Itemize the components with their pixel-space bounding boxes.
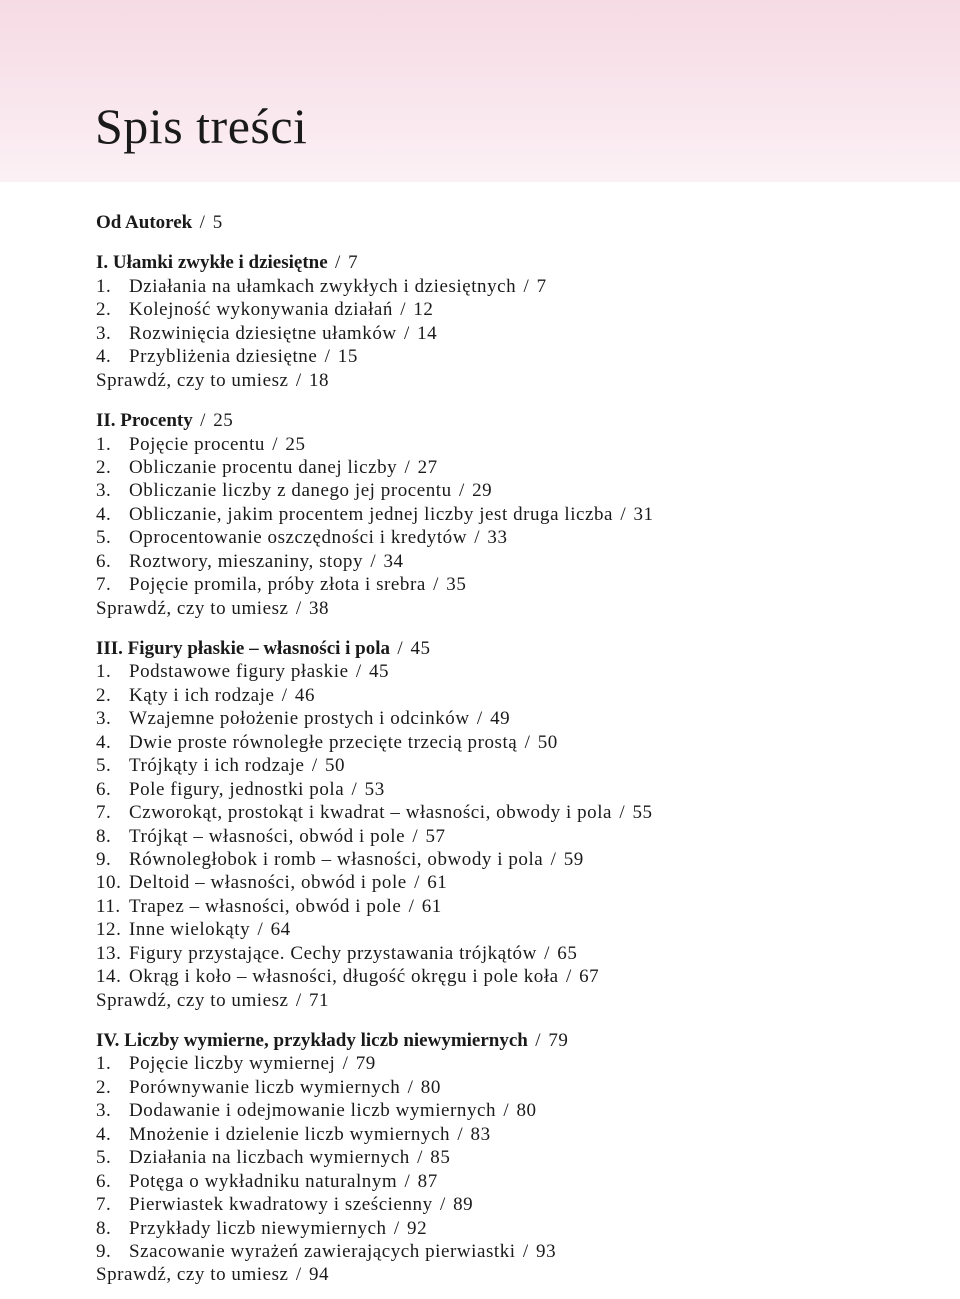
toc-item-title: Figury przystające. Cechy przystawania trójkątów xyxy=(129,942,537,964)
toc-item-title: Szacowanie wyrażeń zawierających pierwiastki xyxy=(129,1240,516,1262)
toc-item-number: 7. xyxy=(96,802,112,824)
toc-item[interactable]: 1. Pojęcie procentu / 25 xyxy=(96,433,306,455)
toc-item-page: 50 xyxy=(324,755,346,777)
toc-item-number: 2. xyxy=(96,299,112,321)
toc-entry-page: 25 xyxy=(213,410,234,432)
toc-item-number: 4. xyxy=(96,346,112,368)
toc-item[interactable]: 6. Pole figury, jednostki pola / 53 xyxy=(96,778,385,800)
toc-item[interactable]: 4. Obliczanie, jakim procentem jednej liczby jest druga liczba / 31 xyxy=(96,503,654,525)
toc-item[interactable]: 2. Kąty i ich rodzaje / 46 xyxy=(96,684,316,706)
toc-item-page: 25 xyxy=(285,433,306,455)
toc-item[interactable]: 12. Inne wielokąty / 64 xyxy=(96,919,291,941)
toc-item-title: Podstawowe figury płaskie xyxy=(129,661,349,683)
toc-item-number: 7. xyxy=(96,574,112,596)
toc-item-page: 80 xyxy=(516,1100,537,1122)
toc-item-number: 1. xyxy=(96,661,112,683)
toc-item[interactable]: 10. Deltoid – własności, obwód i pole / 61 xyxy=(96,872,448,894)
toc-item[interactable]: 2. Obliczanie procentu danej liczby / 27 xyxy=(96,456,438,478)
toc-item-page: 31 xyxy=(633,503,654,525)
toc-item-number: 6. xyxy=(96,778,112,800)
toc-item-title: Obliczanie liczby z danego jej procentu xyxy=(129,480,452,502)
toc-entry-page: 7 xyxy=(348,252,359,274)
toc-item-page: 7 xyxy=(536,275,547,297)
toc-item-title: Trapez – własności, obwód i pole xyxy=(129,895,402,917)
toc-item[interactable]: 8. Przykłady liczb niewymiernych / 92 xyxy=(96,1217,428,1239)
toc-item[interactable]: 4. Przybliżenia dziesiętne / 15 xyxy=(96,346,358,368)
toc-item-number: 4. xyxy=(96,503,112,525)
toc-item-title: Dwie proste równoległe przecięte trzecią prostą xyxy=(129,731,518,753)
toc-chapter-heading[interactable]: I. Ułamki zwykłe i dziesiętne / 7 xyxy=(96,252,359,274)
toc-item-number: 1. xyxy=(96,1053,112,1075)
toc-item[interactable]: 1. Podstawowe figury płaskie / 45 xyxy=(96,661,390,683)
toc-item-page: 85 xyxy=(430,1147,451,1169)
toc-item-title: Kąty i ich rodzaje xyxy=(129,684,275,706)
toc-check-page: 71 xyxy=(308,989,330,1011)
toc-check-entry[interactable]: Sprawdź, czy to umiesz / 18 xyxy=(96,369,330,391)
toc-item-page: 49 xyxy=(490,708,511,730)
toc-item-page: 93 xyxy=(536,1240,557,1262)
toc-entry-page: 45 xyxy=(410,638,431,659)
toc-check-entry[interactable]: Sprawdź, czy to umiesz / 71 xyxy=(96,989,330,1011)
toc-item[interactable]: 5. Trójkąty i ich rodzaje / 50 xyxy=(96,755,346,777)
toc-item-page: 59 xyxy=(563,848,584,870)
toc-item-page: 53 xyxy=(364,778,385,800)
toc-item-number: 3. xyxy=(96,708,112,730)
toc-item[interactable]: 3. Rozwinięcia dziesiętne ułamków / 14 xyxy=(96,322,438,344)
toc-item-number: 10. xyxy=(96,872,122,894)
toc-item-number: 3. xyxy=(96,1100,112,1122)
toc-item-page: 14 xyxy=(417,322,438,344)
toc-item[interactable]: 9. Równoległobok i romb – własności, obwody i pola / 59 xyxy=(96,848,584,870)
toc-chapter-title: II. Procenty xyxy=(96,410,193,432)
toc-item[interactable]: 4. Mnożenie i dzielenie liczb wymiernych / 83 xyxy=(96,1123,491,1145)
toc-item[interactable]: 14. Okrąg i koło – własności, długość okręgu i pole koła / 67 xyxy=(96,966,600,988)
toc-item-title: Trójkąty i ich rodzaje xyxy=(129,755,305,777)
toc-chapter-heading[interactable]: II. Procenty / 25 xyxy=(96,410,234,432)
toc-check-page: 18 xyxy=(308,369,330,391)
toc-intro-entry[interactable]: Od Autorek / 5 xyxy=(96,212,223,233)
toc-item-number: 3. xyxy=(96,322,112,344)
toc-item-page: 65 xyxy=(557,942,578,964)
toc-item-number: 2. xyxy=(96,1076,112,1098)
toc-item[interactable]: 2. Porównywanie liczb wymiernych / 80 xyxy=(96,1076,441,1098)
toc-item-number: 6. xyxy=(96,550,112,572)
toc-item[interactable]: 8. Trójkąt – własności, obwód i pole / 57 xyxy=(96,825,446,847)
toc-item-number: 5. xyxy=(96,1147,112,1169)
toc-item[interactable]: 7. Pierwiastek kwadratowy i sześcienny / 89 xyxy=(96,1194,474,1216)
toc-chapter-heading[interactable]: III. Figury płaskie – własności i pola / 45 xyxy=(96,638,431,659)
toc-item-title: Pojęcie procentu xyxy=(129,433,265,455)
toc-item-page: 50 xyxy=(537,731,558,753)
toc-item-title: Pojęcie promila, próby złota i srebra xyxy=(129,574,426,596)
toc-item[interactable]: 7. Czworokąt, prostokąt i kwadrat – własności, obwody i pola / 55 xyxy=(96,802,653,824)
toc-item-number: 8. xyxy=(96,1217,112,1239)
toc-item-title: Obliczanie procentu danej liczby xyxy=(129,456,398,478)
toc-item-page: 80 xyxy=(420,1076,441,1098)
toc-item-page: 46 xyxy=(294,684,316,706)
toc-entry-title: Od Autorek xyxy=(96,212,193,233)
toc-item-page: 92 xyxy=(407,1217,428,1239)
toc-item-page: 45 xyxy=(369,661,390,683)
toc-check-title: Sprawdź, czy to umiesz xyxy=(96,989,289,1011)
toc-item-title: Przybliżenia dziesiętne xyxy=(129,346,318,368)
toc-item-page: 89 xyxy=(453,1194,474,1216)
toc-item-number: 9. xyxy=(96,1240,112,1262)
toc-check-title: Sprawdź, czy to umiesz xyxy=(96,597,289,619)
toc-item-number: 14. xyxy=(96,966,122,988)
toc-check-title: Sprawdź, czy to umiesz xyxy=(96,1264,289,1286)
toc-item-title: Inne wielokąty xyxy=(129,919,251,941)
toc-item-number: 5. xyxy=(96,755,112,777)
toc-check-entry[interactable]: Sprawdź, czy to umiesz / 94 xyxy=(96,1264,330,1286)
toc-item-page: 61 xyxy=(421,895,442,917)
page-title: Spis treści xyxy=(95,98,308,154)
toc-item-number: 1. xyxy=(96,275,112,297)
toc-item-page: 27 xyxy=(417,456,438,478)
toc-entry-page: 79 xyxy=(548,1030,569,1051)
toc-chapter-title: III. Figury płaskie – własności i pola xyxy=(96,638,391,659)
toc-item-title: Porównywanie liczb wymiernych xyxy=(129,1076,401,1098)
toc-item-title: Wzajemne położenie prostych i odcinków xyxy=(129,708,470,730)
toc-item-page: 87 xyxy=(417,1170,438,1192)
toc-item-page: 34 xyxy=(383,550,404,572)
toc-item-number: 1. xyxy=(96,433,112,455)
toc-item-page: 67 xyxy=(579,966,600,988)
toc-chapter-title: I. Ułamki zwykłe i dziesiętne xyxy=(96,252,328,274)
toc-item-page: 64 xyxy=(270,919,291,941)
toc-item-title: Działania na ułamkach zwykłych i dziesiętnych xyxy=(129,275,517,297)
toc-item-page: 15 xyxy=(337,346,358,368)
toc-item[interactable]: 1. Działania na ułamkach zwykłych i dziesiętnych / 7 xyxy=(96,275,547,297)
toc-chapter-heading[interactable]: IV. Liczby wymierne, przykłady liczb niewymiernych / 79 xyxy=(96,1030,569,1051)
toc-item[interactable]: 3. Wzajemne położenie prostych i odcinków / 49 xyxy=(96,708,511,730)
toc-chapter-title: IV. Liczby wymierne, przykłady liczb niewymiernych xyxy=(96,1030,528,1051)
toc-item-number: 5. xyxy=(96,527,112,549)
toc-item-number: 4. xyxy=(96,1123,112,1145)
toc-item[interactable]: 11. Trapez – własności, obwód i pole / 61 xyxy=(96,895,442,917)
toc-item-title: Czworokąt, prostokąt i kwadrat – własności, obwody i pola xyxy=(129,802,613,824)
toc-item[interactable]: 5. Oprocentowanie oszczędności i kredytów / 33 xyxy=(96,527,508,549)
toc-check-page: 38 xyxy=(308,597,330,619)
toc-item-title: Deltoid – własności, obwód i pole xyxy=(129,872,407,894)
toc-item[interactable]: 6. Potęga o wykładniku naturalnym / 87 xyxy=(96,1170,438,1192)
toc-item-number: 6. xyxy=(96,1170,112,1192)
toc-item[interactable]: 4. Dwie proste równoległe przecięte trzecią prostą / 50 xyxy=(96,731,558,753)
toc-item-number: 11. xyxy=(96,895,121,917)
toc-item-title: Dodawanie i odejmowanie liczb wymiernych xyxy=(129,1100,497,1122)
toc-item-title: Pole figury, jednostki pola xyxy=(129,778,345,800)
toc-item[interactable]: 7. Pojęcie promila, próby złota i srebra / 35 xyxy=(96,574,467,596)
toc-item-number: 3. xyxy=(96,480,112,502)
toc-item-page: 61 xyxy=(427,872,448,894)
toc-item-title: Kolejność wykonywania działań xyxy=(129,299,393,321)
toc-item-title: Pierwiastek kwadratowy i sześcienny xyxy=(129,1194,433,1216)
toc-item-number: 13. xyxy=(96,942,122,964)
toc-item-title: Równoległobok i romb – własności, obwody i pola xyxy=(129,848,544,870)
toc-item-title: Potęga o wykładniku naturalnym xyxy=(129,1170,398,1192)
toc-item-title: Działania na liczbach wymiernych xyxy=(129,1147,410,1169)
toc-item-title: Rozwinięcia dziesiętne ułamków xyxy=(129,322,397,344)
toc-item-title: Okrąg i koło – własności, długość okręgu i pole koła xyxy=(129,966,559,988)
toc-item-page: 83 xyxy=(470,1123,491,1145)
toc-item[interactable]: 5. Działania na liczbach wymiernych / 85 xyxy=(96,1147,451,1169)
toc-item-number: 2. xyxy=(96,456,112,478)
toc-check-title: Sprawdź, czy to umiesz xyxy=(96,369,289,391)
toc-item-title: Obliczanie, jakim procentem jednej liczby jest druga liczba xyxy=(129,503,614,525)
toc-entry-page: 5 xyxy=(212,212,223,233)
toc-item-number: 9. xyxy=(96,848,112,870)
toc-item-number: 8. xyxy=(96,825,112,847)
toc-item-title: Roztwory, mieszaniny, stopy xyxy=(129,550,364,572)
toc-item-page: 55 xyxy=(632,802,653,824)
toc-item[interactable]: 13. Figury przystające. Cechy przystawania trójkątów / 65 xyxy=(96,942,578,964)
toc-item[interactable]: 3. Dodawanie i odejmowanie liczb wymiernych / 80 xyxy=(96,1100,537,1122)
toc-item[interactable]: 1. Pojęcie liczby wymiernej / 79 xyxy=(96,1053,376,1075)
toc-item[interactable]: 3. Obliczanie liczby z danego jej procentu / 29 xyxy=(96,480,493,502)
toc-item-title: Mnożenie i dzielenie liczb wymiernych xyxy=(129,1123,451,1145)
toc-item[interactable]: 2. Kolejność wykonywania działań / 12 xyxy=(96,299,434,321)
toc-item-number: 4. xyxy=(96,731,112,753)
toc-item-page: 57 xyxy=(425,825,446,847)
toc-item-number: 2. xyxy=(96,684,112,706)
toc-item-title: Trójkąt – własności, obwód i pole xyxy=(129,825,406,847)
toc-item-page: 33 xyxy=(487,527,508,549)
toc-item-page: 29 xyxy=(472,480,493,502)
toc-item-title: Przykłady liczb niewymiernych xyxy=(129,1217,387,1239)
toc-item-page: 35 xyxy=(446,574,467,596)
toc-item-page: 12 xyxy=(413,299,434,321)
toc-check-page: 94 xyxy=(308,1264,330,1286)
toc-item[interactable]: 6. Roztwory, mieszaniny, stopy / 34 xyxy=(96,550,404,572)
toc-item-page: 79 xyxy=(355,1053,376,1075)
toc-item-title: Oprocentowanie oszczędności i kredytów xyxy=(129,527,467,549)
toc-item-number: 12. xyxy=(96,919,122,941)
toc-item[interactable]: 9. Szacowanie wyrażeń zawierających pierwiastki / 93 xyxy=(96,1240,557,1262)
toc-check-entry[interactable]: Sprawdź, czy to umiesz / 38 xyxy=(96,597,330,619)
toc-item-title: Pojęcie liczby wymiernej xyxy=(129,1053,336,1075)
toc-item-number: 7. xyxy=(96,1194,112,1216)
